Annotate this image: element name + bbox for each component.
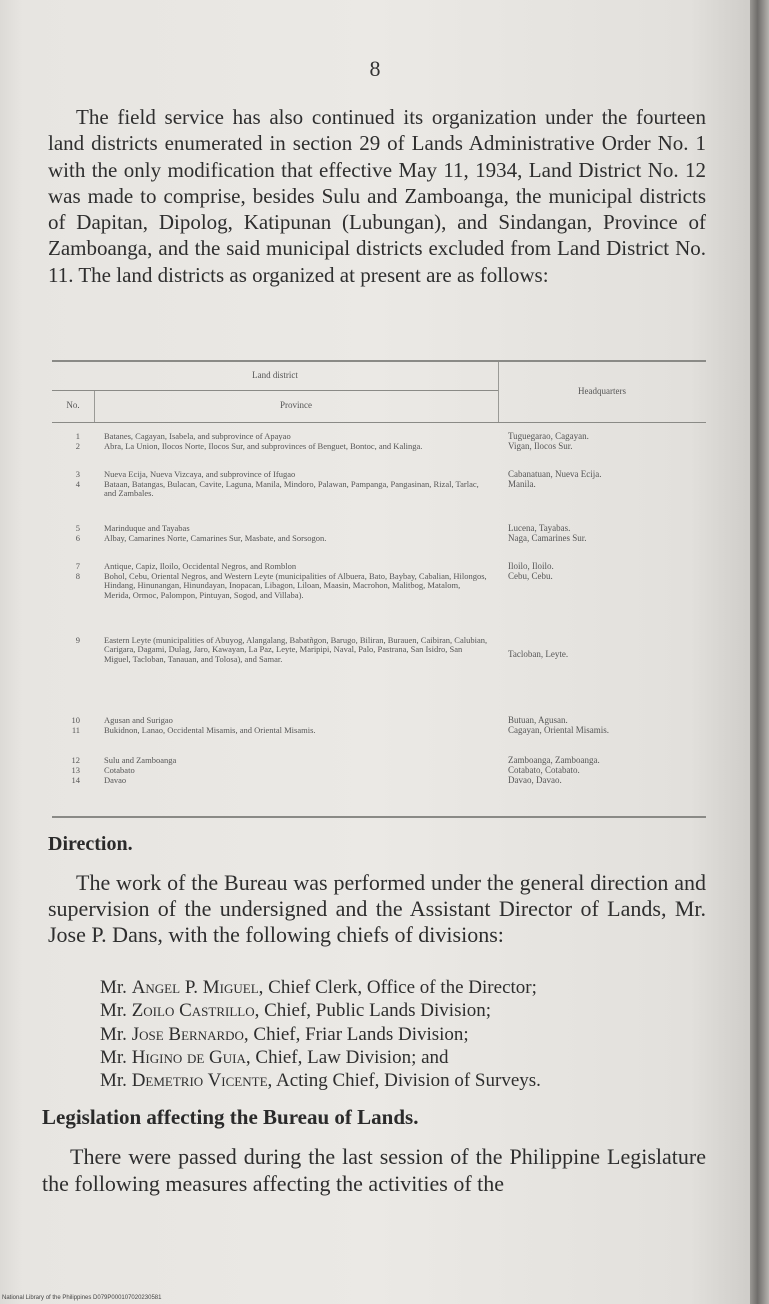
district-headquarters: Tuguegarao, Cagayan. — [508, 431, 589, 441]
district-headquarters: Vigan, Ilocos Sur. — [508, 441, 573, 451]
district-province: Antique, Capiz, Iloilo, Occidental Negros, and Romblon — [104, 561, 297, 571]
district-headquarters: Tacloban, Leyte. — [508, 649, 569, 659]
header-province: Province — [280, 400, 312, 410]
district-number: 8 — [75, 571, 80, 581]
district-headquarters: Cagayan, Oriental Misamis. — [508, 725, 609, 735]
district-number: 12 — [71, 755, 80, 765]
officer-name: Higino de Guia — [131, 1046, 246, 1068]
list-item: Mr. Demetrio Vicente, Acting Chief, Division of Surveys. — [100, 1070, 541, 1092]
footer-credit: National Library of the Philippines D079P000107020230581 — [2, 1295, 162, 1301]
list-item: Mr. Angel P. Miguel, Chief Clerk, Office of the Director; — [100, 977, 537, 998]
district-province: Cotabato — [104, 765, 135, 775]
district-number: 4 — [75, 479, 80, 489]
table-bottom-rule — [52, 816, 706, 818]
district-province: Eastern Leyte (municipalities of Abuyog, Alangalang, Babatñgon, Barugo, Biliran, Burauen, Caibiran, Calubian, Carigara, Dagami, Dulag, Jaro, Kawayan, La Paz, Leyte, Maripipi, Naval, Palo, Pastrana, San Isidro, San Miguel, Tacloban, Tanauan, and Tolosa), and Samar. — [104, 635, 488, 664]
intro-paragraph — [48, 104, 706, 288]
officers-list — [100, 976, 541, 1092]
district-province: Bataan, Batangas, Bulacan, Cavite, Laguna, Manila, Mindoro, Palawan, Pampanga, Pangasinan, Rizal, Tarlac, and Zambales. — [104, 479, 479, 499]
district-number: 5 — [75, 523, 80, 533]
district-number: 9 — [75, 635, 80, 645]
district-number: 13 — [71, 765, 80, 775]
district-province: Agusan and Surigao — [104, 715, 173, 725]
table-top-rule — [52, 360, 706, 362]
land-districts-table — [52, 360, 706, 818]
district-province: Bohol, Cebu, Oriental Negros, and Western Leyte (municipalities of Albuera, Bato, Baybay, Cabalian, Hilongos, Hindang, Hinunangan, Hinundayan, Inopacan, Libagon, Liloan, Maasin, Macrohon, Malitbog, Matalom, Merida, Ormoc, Palompon, Pintuyan, Sogod, and Villaba). — [104, 571, 487, 600]
book-spine-edge — [750, 0, 769, 1304]
district-province: Marinduque and Tayabas — [104, 523, 190, 533]
district-headquarters: Manila. — [508, 479, 536, 489]
table-subheader-rule — [52, 390, 498, 391]
district-headquarters: Cabanatuan, Nueva Ecija. — [508, 469, 602, 479]
district-province: Sulu and Zamboanga — [104, 755, 177, 765]
district-province: Bukidnon, Lanao, Occidental Misamis, and Oriental Misamis. — [104, 725, 316, 735]
legislation-paragraph — [42, 1143, 706, 1197]
district-headquarters: Cotabato, Cotabato. — [508, 765, 580, 775]
header-headquarters: Headquarters — [578, 386, 626, 396]
district-headquarters: Zamboanga, Zamboanga. — [508, 755, 600, 765]
direction-heading: Direction. — [48, 833, 133, 855]
district-number: 10 — [71, 715, 80, 725]
legislation-paragraph-text: There were passed during the last session of the Philippine Legislature the following measures affecting the activities of the — [42, 1144, 706, 1196]
district-number: 2 — [75, 441, 80, 451]
district-province: Nueva Ecija, Nueva Vizcaya, and subprovince of Ifugao — [104, 469, 296, 479]
officer-name: Jose Bernardo — [131, 1023, 244, 1045]
legislation-heading: Legislation affecting the Bureau of Lands. — [42, 1105, 419, 1129]
district-headquarters: Davao, Davao. — [508, 775, 562, 785]
district-province: Albay, Camarines Norte, Camarines Sur, Masbate, and Sorsogon. — [104, 533, 327, 543]
officer-name: Zoilo Castrillo — [131, 1000, 255, 1022]
intro-paragraph-text: The field service has also continued its organization under the fourteen land districts enumerated in section 29 of Lands Administrative Order No. 1 with the only modification that effective May 11, 1934, Land District No. 12 was made to comprise, besides Sulu and Zamboanga, the municipal districts of Dapitan, Dipolog, Katipunan (Lubungan), and Sindangan, Province of Zamboanga, and the said municipal districts excluded from Land District No. 11. The land districts as organized at present are as follows: — [48, 105, 706, 287]
officer-name: Demetrio Vicente — [131, 1070, 268, 1092]
district-headquarters: Lucena, Tayabas. — [508, 523, 571, 533]
district-number: 7 — [75, 561, 80, 571]
table-header-rule — [52, 422, 706, 423]
direction-paragraph-text: The work of the Bureau was performed under the general direction and supervision of the undersigned and the Assistant Director of Lands, Mr. Jose P. Dans, with the following chiefs of divisions: — [48, 870, 706, 947]
district-number: 11 — [71, 725, 80, 735]
district-number: 1 — [75, 431, 80, 441]
page-number: 8 — [369, 56, 381, 81]
list-item: Mr. Higino de Guia, Chief, Law Division; and — [100, 1046, 449, 1068]
district-headquarters: Cebu, Cebu. — [508, 571, 553, 581]
district-headquarters: Butuan, Agusan. — [508, 715, 568, 725]
district-province: Davao — [104, 775, 127, 785]
list-item: Mr. Jose Bernardo, Chief, Friar Lands Division; — [100, 1023, 469, 1045]
officer-name: Angel P. Miguel — [131, 977, 259, 998]
district-province: Batanes, Cagayan, Isabela, and subprovince of Apayao — [104, 431, 291, 441]
district-number: 3 — [75, 469, 80, 479]
district-province: Abra, La Union, Ilocos Norte, Ilocos Sur, and subprovinces of Benguet, Bontoc, and Kalinga. — [104, 441, 423, 451]
district-number: 14 — [71, 775, 80, 785]
district-headquarters: Naga, Camarines Sur. — [508, 533, 587, 543]
header-land-district: Land district — [252, 370, 298, 380]
direction-paragraph — [48, 870, 706, 948]
district-number: 6 — [75, 533, 80, 543]
list-item: Mr. Zoilo Castrillo, Chief, Public Lands Division; — [100, 1000, 492, 1022]
district-headquarters: Iloilo, Iloilo. — [508, 561, 554, 571]
header-no: No. — [66, 400, 80, 410]
